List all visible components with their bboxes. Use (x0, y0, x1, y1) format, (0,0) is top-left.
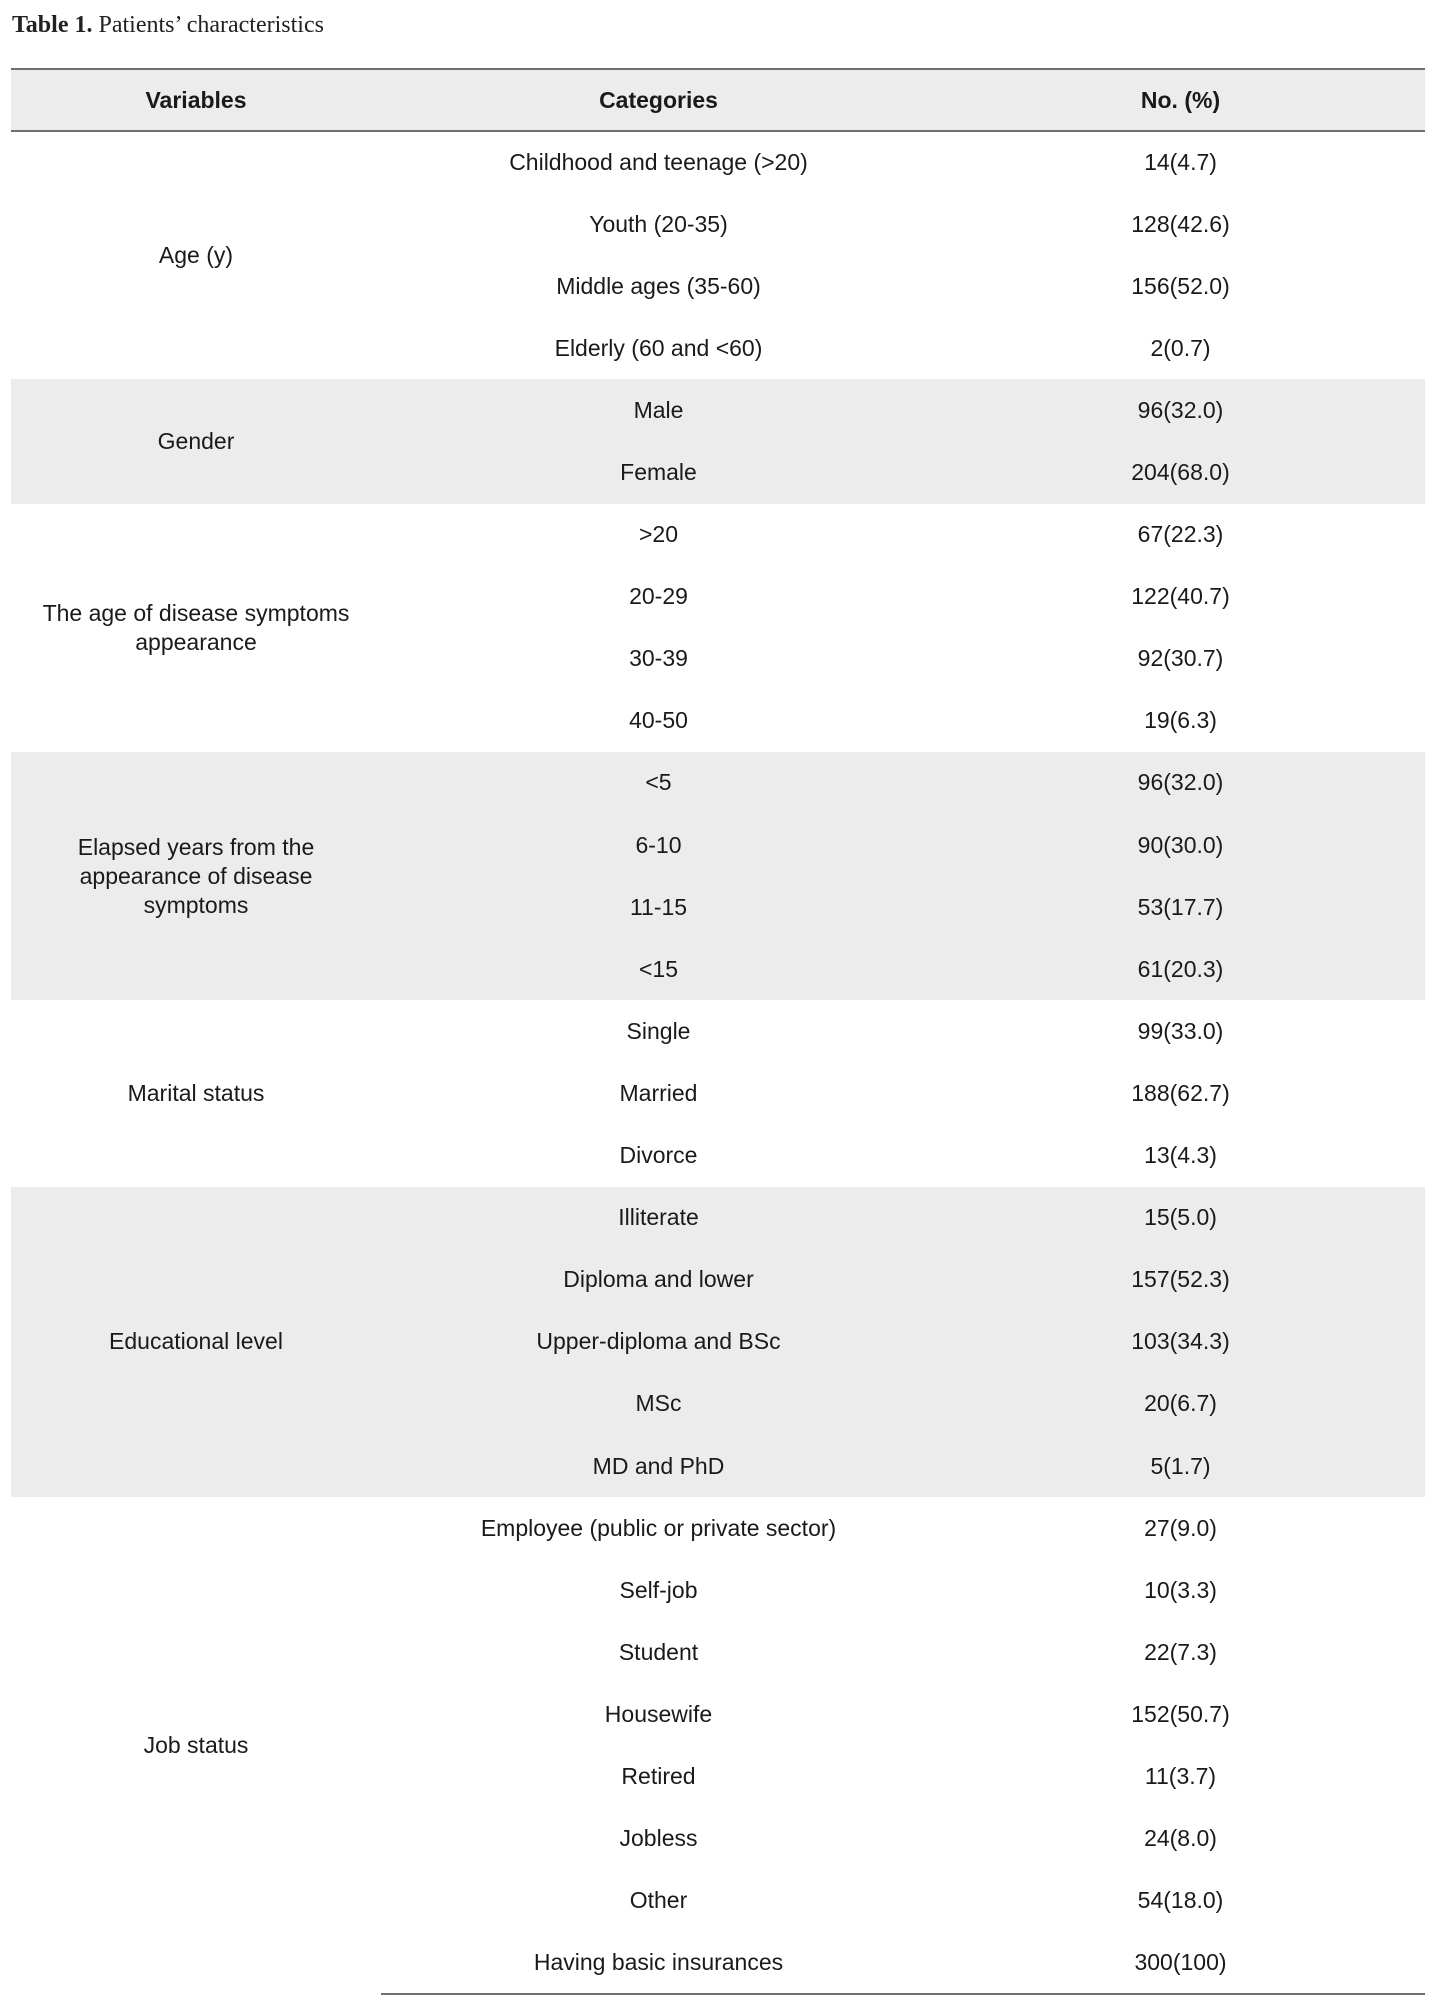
patients-characteristics-table (11, 68, 1425, 1995)
count-cell: 20(6.7) (936, 1373, 1425, 1435)
category-cell: >20 (638, 521, 678, 548)
table-row (11, 504, 1425, 566)
category-cell: 11-15 (381, 876, 936, 938)
category-cell: Other (629, 1887, 688, 1914)
category-cell: Single (626, 1017, 691, 1044)
category-cell: Student (618, 1638, 699, 1665)
category-cell: Employee (public or private sector) (480, 1514, 837, 1541)
count-cell: 99(33.0) (1137, 1017, 1224, 1044)
count-cell: 2(0.7) (1150, 334, 1211, 361)
count-cell: 14(4.7) (1144, 149, 1217, 176)
count-cell: 67(22.3) (1137, 521, 1224, 548)
count-cell: 24(8.0) (1144, 1825, 1217, 1852)
variable-cell: Gender (11, 379, 381, 503)
count-cell: 92(30.7) (1137, 645, 1224, 672)
count-cell: 128(42.6) (1131, 210, 1230, 237)
category-cell: Female (381, 441, 936, 503)
category-cell: <5 (381, 752, 936, 814)
category-cell: Youth (20-35) (589, 210, 728, 237)
count-cell: 188(62.7) (1131, 1079, 1230, 1106)
count-cell: 22(7.3) (1144, 1638, 1217, 1665)
category-cell: 20-29 (629, 583, 688, 610)
variable-cell: The age of disease symptoms appearance (42, 599, 350, 655)
count-cell: 156(52.0) (1131, 272, 1230, 299)
category-cell: 30-39 (629, 645, 688, 672)
category-cell: Divorce (619, 1142, 698, 1169)
count-cell: 27(9.0) (1144, 1514, 1217, 1541)
count-cell: 10(3.3) (1144, 1576, 1217, 1603)
table-row (11, 752, 1425, 814)
count-cell: 157(52.3) (936, 1249, 1425, 1311)
category-cell: Diploma and lower (381, 1249, 936, 1311)
count-cell: 15(5.0) (936, 1187, 1425, 1249)
table-row (11, 1000, 1425, 1062)
category-cell: Upper-diploma and BSc (381, 1311, 936, 1373)
count-cell: 13(4.3) (1144, 1142, 1217, 1169)
count-cell: 53(17.7) (936, 876, 1425, 938)
table-body (11, 131, 1425, 1994)
category-cell: Male (381, 379, 936, 441)
table-caption (12, 12, 324, 39)
variable-cell: Marital status (127, 1079, 265, 1106)
category-cell: Elderly (60 and <60) (554, 334, 763, 361)
category-cell: Housewife (604, 1700, 713, 1727)
count-cell: 11(3.7) (1144, 1762, 1217, 1789)
header-categories: Categories (381, 69, 936, 131)
variable-cell: Job status (143, 1731, 249, 1758)
table-caption-label: Table 1. (12, 12, 93, 38)
category-cell: MD and PhD (381, 1435, 936, 1497)
table-row (11, 1187, 1425, 1249)
table-row (11, 379, 1425, 441)
category-cell: Childhood and teenage (>20) (509, 149, 808, 176)
variable-cell: Educational level (11, 1187, 381, 1497)
variable-cell: Elapsed years from the appearance of disease symptoms (11, 752, 381, 1000)
category-cell: Illiterate (381, 1187, 936, 1249)
category-cell: MSc (381, 1373, 936, 1435)
table-caption-text: Patients’ characteristics (92, 12, 324, 38)
count-cell: 96(32.0) (936, 379, 1425, 441)
count-cell: 204(68.0) (936, 441, 1425, 503)
table-row (11, 1497, 1425, 1559)
category-cell: Self-job (619, 1576, 698, 1603)
count-cell: 19(6.3) (1144, 707, 1217, 734)
count-cell: 122(40.7) (1131, 583, 1230, 610)
category-cell: 6-10 (381, 814, 936, 876)
category-cell: Married (619, 1079, 698, 1106)
category-cell: Having basic insurances (381, 1932, 936, 1994)
count-cell: 90(30.0) (936, 814, 1425, 876)
count-cell: 5(1.7) (936, 1435, 1425, 1497)
category-cell: Retired (621, 1762, 696, 1789)
header-count: No. (%) (936, 69, 1425, 131)
count-cell: 300(100) (936, 1932, 1425, 1994)
category-cell: 40-50 (629, 707, 688, 734)
category-cell: Middle ages (35-60) (556, 272, 761, 299)
category-cell: <15 (381, 938, 936, 1000)
header-variables: Variables (11, 69, 381, 131)
count-cell: 96(32.0) (936, 752, 1425, 814)
count-cell: 61(20.3) (936, 938, 1425, 1000)
variable-cell: Age (y) (158, 242, 234, 269)
count-cell: 103(34.3) (936, 1311, 1425, 1373)
table-header-row (11, 69, 1425, 131)
table-row (11, 131, 1425, 193)
category-cell: Jobless (619, 1825, 698, 1852)
count-cell: 54(18.0) (1137, 1887, 1224, 1914)
count-cell: 152(50.7) (1131, 1700, 1230, 1727)
